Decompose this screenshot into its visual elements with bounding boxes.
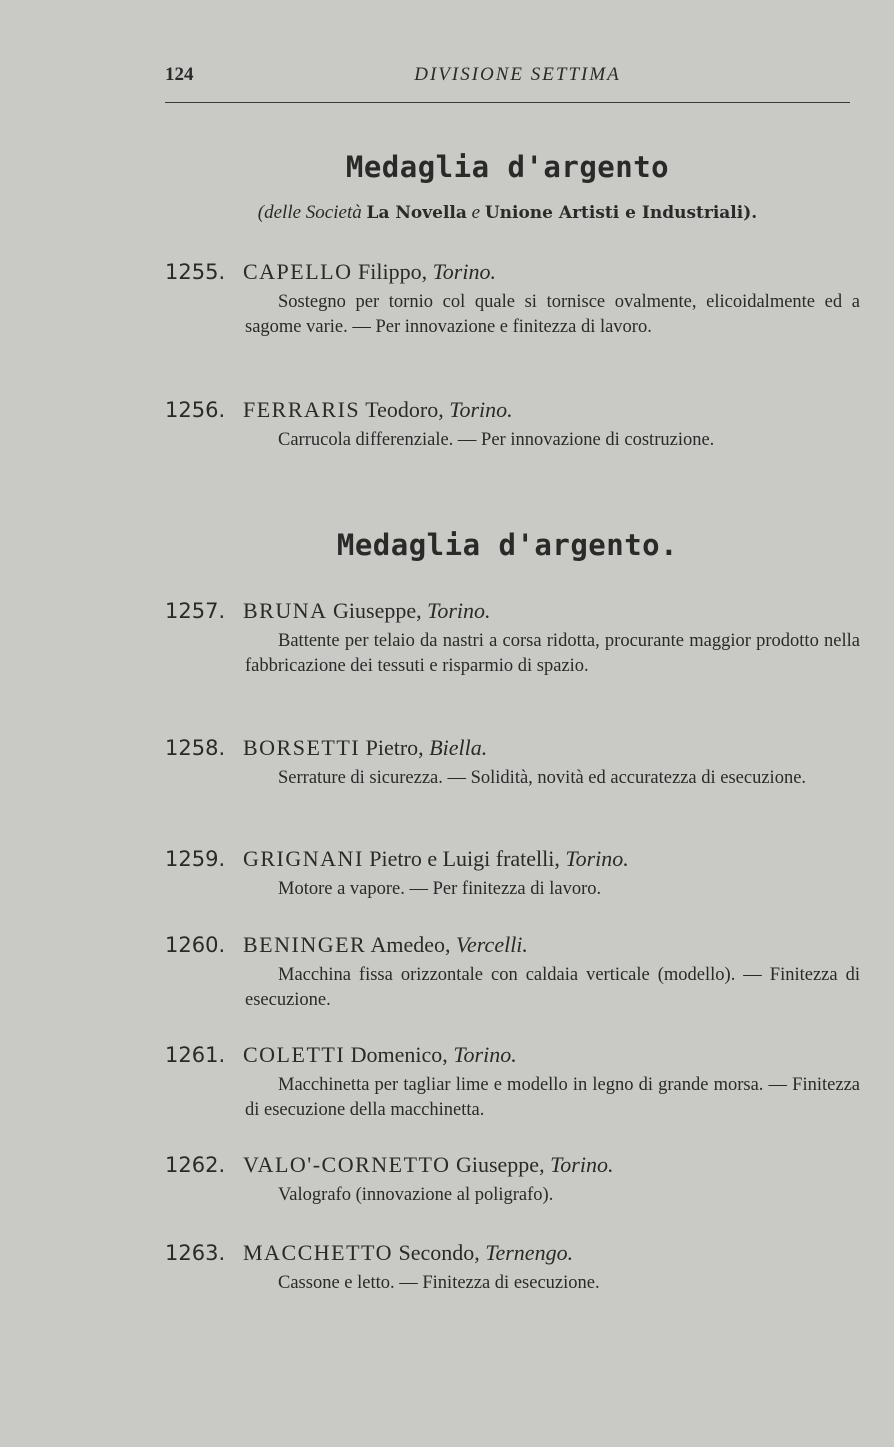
entry-description: Serrature di sicurezza. — Solidità, novità ed accuratezza di esecuzione. <box>278 768 807 788</box>
entry-number: 1262. <box>165 1153 226 1177</box>
entry-given-name: Filippo, <box>352 259 433 284</box>
entry-number: 1260. <box>165 933 226 957</box>
entry-1258 <box>165 734 860 791</box>
entry-1259 <box>165 845 860 902</box>
entry-heading <box>165 597 860 625</box>
entry-surname: COLETTI <box>243 1042 346 1067</box>
subtitle-mid: e <box>466 202 485 223</box>
entry-description: Cassone e letto. — Finitezza di esecuzione. <box>278 1273 600 1293</box>
entry-surname: BORSETTI <box>243 735 361 760</box>
entry-heading <box>165 258 860 286</box>
entry-given-name: Pietro, <box>360 735 430 760</box>
entry-description: Battente per telaio da nastri a corsa ridotta, procurante maggior prodotto nella fabbricazione dei tessuti e risparmio di spazio. <box>245 631 860 676</box>
subtitle-pre: (delle Società <box>257 202 367 223</box>
entry-description: Carrucola differenziale. — Per innovazione di costruzione. <box>278 430 715 450</box>
entry-given-name: Giuseppe, <box>327 598 428 623</box>
entry-heading <box>165 1151 860 1179</box>
entry-heading <box>165 1239 860 1267</box>
entry-heading <box>165 845 860 873</box>
entry-city: Torino. <box>453 1042 517 1067</box>
entry-city: Biella. <box>429 735 488 760</box>
entry-description: Macchina fissa orizzontale con caldaia verticale (modello). — Finitezza di esecuzione. <box>245 965 860 1010</box>
entry-city: Torino. <box>449 397 513 422</box>
entry-number: 1259. <box>165 847 226 871</box>
entry-city: Torino. <box>550 1152 614 1177</box>
entry-city: Vercelli. <box>456 932 528 957</box>
entry-1263 <box>165 1239 860 1296</box>
entry-surname: GRIGNANI <box>243 846 364 871</box>
entry-1261 <box>165 1041 860 1123</box>
subtitle-society-2: Unione Artisti e Industriali <box>484 203 744 223</box>
entry-number: 1263. <box>165 1241 226 1265</box>
entry-given-name: Amedeo, <box>366 932 457 957</box>
entry-heading <box>165 734 860 762</box>
entry-city: Ternengo. <box>485 1240 574 1265</box>
entry-number: 1256. <box>165 398 226 422</box>
section-subtitle-1 <box>165 202 850 224</box>
entry-surname: BENINGER <box>243 932 367 957</box>
section-title-2: Medaglia d'argento. <box>336 528 679 562</box>
entry-description: Sostegno per tornio col quale si tornisce ovalmente, elicoidalmente ed a sagome varie. — Per innovazione e finitezza di lavoro. <box>245 292 860 337</box>
subtitle-post: ). <box>743 203 758 223</box>
entry-surname: FERRARIS <box>243 397 361 422</box>
running-head <box>165 64 850 94</box>
entry-1260 <box>165 931 860 1013</box>
entry-1262 <box>165 1151 860 1208</box>
entry-surname: MACCHETTO <box>243 1240 393 1265</box>
entry-surname: VALO'-CORNETTO <box>243 1152 451 1177</box>
running-title: DIVISIONE SETTIMA <box>414 64 621 85</box>
entry-1256 <box>165 396 860 453</box>
header-rule <box>165 102 850 103</box>
entry-number: 1255. <box>165 260 226 284</box>
entry-description: Valografo (innovazione al poligrafo). <box>278 1185 554 1205</box>
entry-given-name: Pietro e Luigi fratelli, <box>363 846 566 871</box>
entry-surname: CAPELLO <box>243 259 353 284</box>
entry-given-name: Teodoro, <box>360 397 450 422</box>
entry-1257 <box>165 597 860 679</box>
section-title-1: Medaglia d'argento <box>345 150 670 184</box>
entry-heading <box>165 931 860 959</box>
entry-heading <box>165 1041 860 1069</box>
entry-given-name: Domenico, <box>345 1042 454 1067</box>
entry-surname: BRUNA <box>243 598 328 623</box>
entry-number: 1258. <box>165 736 226 760</box>
entry-heading <box>165 396 860 424</box>
entry-description: Macchinetta per tagliar lime e modello in legno di grande morsa. — Finitezza di esecuzione della macchinetta. <box>245 1075 860 1120</box>
page-number: 124 <box>165 64 194 85</box>
entry-number: 1257. <box>165 599 226 623</box>
entry-city: Torino. <box>565 846 629 871</box>
entry-city: Torino. <box>432 259 496 284</box>
entry-description: Motore a vapore. — Per finitezza di lavoro. <box>278 879 602 899</box>
subtitle-society-1: La Novella <box>366 203 467 223</box>
entry-number: 1261. <box>165 1043 226 1067</box>
entry-city: Torino. <box>427 598 491 623</box>
entry-given-name: Secondo, <box>393 1240 486 1265</box>
entry-given-name: Giuseppe, <box>450 1152 551 1177</box>
entry-1255 <box>165 258 860 340</box>
